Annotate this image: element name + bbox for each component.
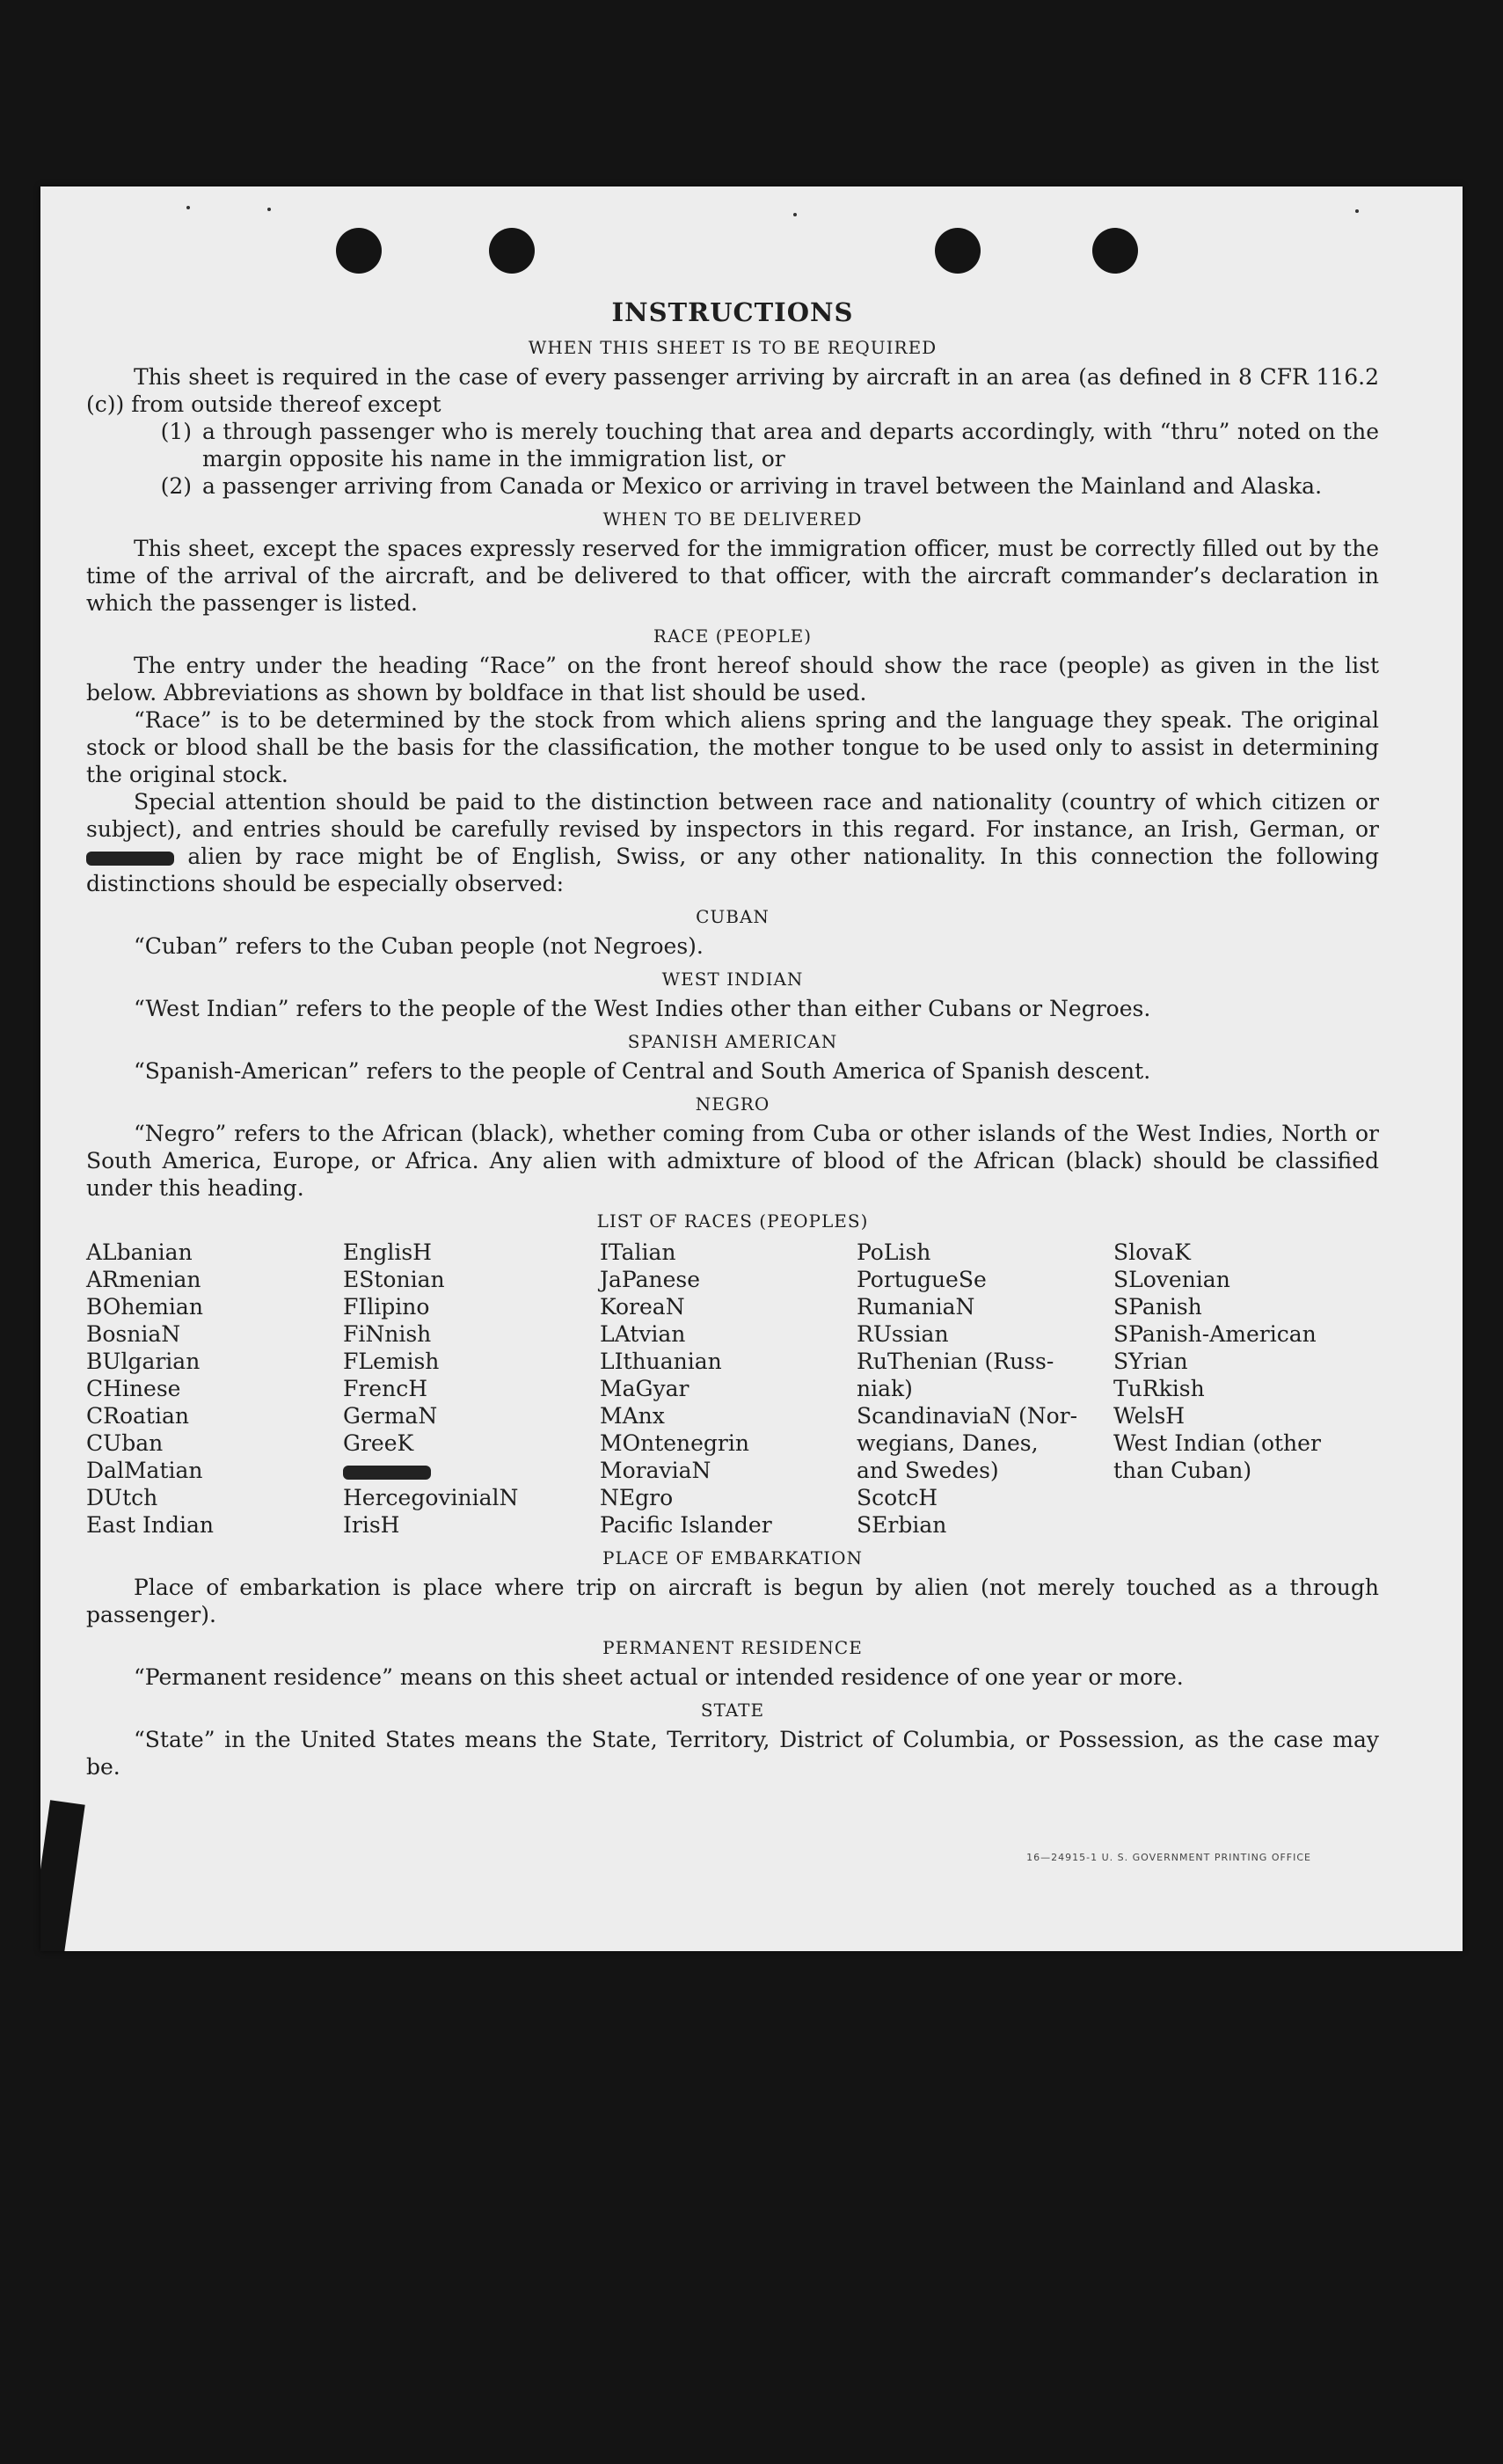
race-entry: NEgro — [600, 1485, 674, 1510]
redaction-mark — [86, 852, 174, 866]
race-entry: ARmenian — [86, 1267, 201, 1292]
race-entry: DUtch — [86, 1485, 158, 1510]
race-paragraph-3a: Special attention should be paid to the distinction between race and nationality (country of which citizen or subject), and entries should be carefully revised by inspectors in this regard. For instance, an Irish, German, or — [86, 789, 1379, 842]
race-entry: EStonian — [343, 1267, 445, 1292]
race-entry: LIthuanian — [600, 1349, 722, 1374]
punch-hole — [336, 228, 382, 274]
race-entry: and Swedes) — [857, 1458, 999, 1483]
speck — [186, 206, 190, 209]
speck — [267, 208, 271, 211]
race-entry: WelsH — [1113, 1403, 1186, 1429]
race-entry: IrisH — [343, 1512, 400, 1538]
state-text: “State” in the United States means the State, Territory, District of Columbia, or Possession, as the case may be. — [86, 1727, 1379, 1780]
instructions-content — [86, 296, 1379, 1780]
item-text: a passenger arriving from Canada or Mexico or arriving in travel between the Mainland and Alaska. — [202, 473, 1323, 499]
race-entry: GermaN — [343, 1403, 438, 1429]
race-entry: CRoatian — [86, 1403, 189, 1429]
race-paragraph-3 — [86, 788, 1379, 897]
race-entry: GreeK — [343, 1430, 414, 1456]
heading-cuban: CUBAN — [696, 906, 770, 927]
race-entry: ScotcH — [857, 1485, 938, 1510]
race-entry: FrencH — [343, 1376, 427, 1401]
race-column — [600, 1239, 857, 1539]
heading-delivered: WHEN TO BE DELIVERED — [602, 508, 863, 530]
race-entry: West Indian (other — [1113, 1430, 1321, 1456]
item-number: (2) — [160, 473, 192, 499]
race-entry: PortugueSe — [857, 1267, 987, 1292]
race-entry: SYrian — [1113, 1349, 1188, 1374]
race-entry: niak) — [857, 1376, 913, 1401]
delivered-text: This sheet, except the spaces expressly reserved for the immigration officer, must be correctly filled out by the time of the arrival of the aircraft, and be delivered to that officer, with the aircraft commander’s declaration in which the passenger is listed. — [86, 536, 1379, 616]
race-entry: EnglisH — [343, 1239, 432, 1265]
embarkation-text: Place of embarkation is place where trip on aircraft is begun by alien (not merely touched as a through passenger). — [86, 1575, 1379, 1627]
exception-item — [86, 472, 1379, 500]
punch-hole — [1092, 228, 1138, 274]
heading-list-of-races: LIST OF RACES (PEOPLES) — [596, 1210, 869, 1232]
race-entry: SlovaK — [1113, 1239, 1191, 1265]
required-intro: This sheet is required in the case of every passenger arriving by aircraft in an area (as defined in 8 CFR 116.2 (c)) from outside thereof except — [86, 364, 1379, 417]
heading-west-indian: WEST INDIAN — [661, 969, 804, 990]
race-entry: Pacific Islander — [600, 1512, 772, 1538]
race-entry: RumaniaN — [857, 1294, 975, 1320]
residence-text: “Permanent residence” means on this sheet actual or intended residence of one year or more. — [134, 1664, 1184, 1690]
heading-required: WHEN THIS SHEET IS TO BE REQUIRED — [528, 337, 938, 358]
heading-race: RACE (PEOPLE) — [653, 625, 813, 647]
race-paragraph-1: The entry under the heading “Race” on the front hereof should show the race (people) as given in the list below. Abbreviations as shown by boldface in that list should be used. — [86, 653, 1379, 706]
speck — [1355, 209, 1359, 213]
negro-text: “Negro” refers to the African (black), whether coming from Cuba or other islands of the West Indies, North or South America, Europe, or Africa. Any alien with admixture of blood of the African (black) should be classified under this heading. — [86, 1121, 1379, 1201]
redaction-mark — [343, 1457, 600, 1484]
punch-hole — [935, 228, 981, 274]
race-entry: JaPanese — [600, 1267, 701, 1292]
item-text: a through passenger who is merely touching that area and departs accordingly, with “thru” noted on the margin opposite his name in the immigration list, or — [202, 419, 1379, 472]
punch-hole — [489, 228, 535, 274]
heading-embarkation: PLACE OF EMBARKATION — [602, 1547, 863, 1568]
document-page — [40, 186, 1463, 1951]
race-list — [86, 1239, 1379, 1539]
race-entry: than Cuban) — [1113, 1458, 1252, 1483]
race-entry: LAtvian — [600, 1321, 686, 1347]
race-entry: ITalian — [600, 1239, 676, 1265]
west-indian-text: “West Indian” refers to the people of the West Indies other than either Cubans or Negroes. — [134, 996, 1151, 1021]
race-entry: MoraviaN — [600, 1458, 711, 1483]
heading-residence: PERMANENT RESIDENCE — [602, 1637, 863, 1658]
race-entry: BosniaN — [86, 1321, 181, 1347]
race-entry: CHinese — [86, 1376, 181, 1401]
race-entry: SPanish — [1113, 1294, 1202, 1320]
printing-office-footer: 16—24915-1 U. S. GOVERNMENT PRINTING OFFICE — [1026, 1852, 1311, 1863]
race-entry: RuThenian (Russ- — [857, 1349, 1054, 1374]
heading-negro: NEGRO — [695, 1093, 770, 1115]
race-entry: BUlgarian — [86, 1349, 201, 1374]
race-paragraph-2: “Race” is to be determined by the stock from which aliens spring and the language they speak. The original stock or blood shall be the basis for the classification, the mother tongue to be used only to assist in determining the original stock. — [86, 707, 1379, 787]
race-entry: BOhemian — [86, 1294, 203, 1320]
race-entry: RUssian — [857, 1321, 949, 1347]
race-entry: FiNnish — [343, 1321, 432, 1347]
heading-spanish-american: SPANISH AMERICAN — [627, 1031, 838, 1052]
race-column — [86, 1239, 343, 1539]
race-entry: MOntenegrin — [600, 1430, 749, 1456]
race-entry: SErbian — [857, 1512, 947, 1538]
race-entry: DalMatian — [86, 1458, 203, 1483]
race-entry: ScandinaviaN (Nor- — [857, 1403, 1078, 1429]
race-entry: HercegovinialN — [343, 1485, 519, 1510]
race-column — [857, 1239, 1113, 1539]
race-entry: CUban — [86, 1430, 164, 1456]
race-entry: wegians, Danes, — [857, 1430, 1039, 1456]
race-column — [343, 1239, 600, 1539]
race-column — [1113, 1239, 1370, 1539]
item-number: (1) — [160, 419, 192, 444]
race-entry: TuRkish — [1113, 1376, 1205, 1401]
speck — [793, 213, 797, 216]
race-entry: FIlipino — [343, 1294, 430, 1320]
race-entry: KoreaN — [600, 1294, 685, 1320]
race-entry: SPanish-American — [1113, 1321, 1317, 1347]
heading-state: STATE — [700, 1700, 765, 1721]
cuban-text: “Cuban” refers to the Cuban people (not Negroes). — [134, 933, 704, 959]
race-paragraph-3b: alien by race might be of English, Swiss, or any other nationality. In this connection the following distinctions should be especially observed: — [86, 844, 1379, 896]
exception-item — [86, 418, 1379, 472]
race-entry: ALbanian — [86, 1239, 193, 1265]
race-entry: PoLish — [857, 1239, 931, 1265]
race-entry: MaGyar — [600, 1376, 689, 1401]
race-entry: MAnx — [600, 1403, 665, 1429]
race-entry: East Indian — [86, 1512, 214, 1538]
spanish-american-text: “Spanish-American” refers to the people of Central and South America of Spanish descent. — [134, 1058, 1151, 1084]
race-entry: FLemish — [343, 1349, 440, 1374]
page-title: INSTRUCTIONS — [611, 297, 854, 327]
race-entry: SLovenian — [1113, 1267, 1230, 1292]
